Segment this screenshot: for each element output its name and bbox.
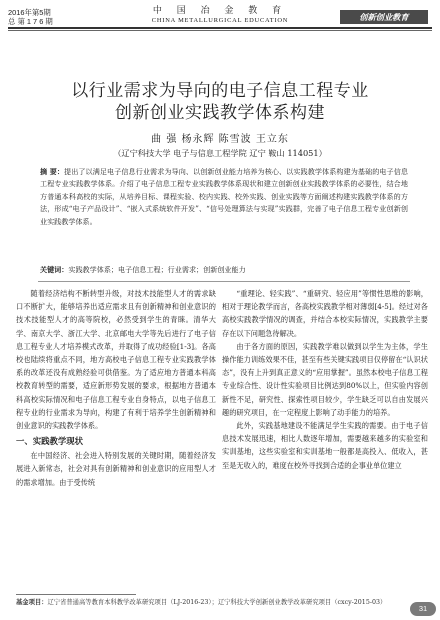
article-authors: 曲 强 杨永辉 陈雪波 王立东 <box>151 134 289 145</box>
keywords-text: 实践教学体系；电子信息工程；行业需求；创新创业能力 <box>68 265 246 274</box>
article-title-line2: 创新创业实践教学体系构建 <box>115 103 325 123</box>
header-rule <box>8 27 432 29</box>
section-heading: 一、实践教学现状 <box>16 436 83 447</box>
footnote-rule <box>16 594 136 595</box>
article-title-line1: 以行业需求为导向的电子信息工程专业 <box>71 81 369 101</box>
body-paragraph: 在中国经济、社会进入特别发展的关键时期，随着经济发展进入新常态，社会对具有创新精神和创业意识的应用型人才的需求增加。由于受传统 <box>16 451 216 487</box>
journal-name-en: CHINA METALLURGICAL EDUCATION <box>151 17 289 24</box>
body-column-left <box>16 287 216 489</box>
abstract-text: 提出了以满足电子信息行业需求为导向、以创新创业能力培养为核心、以实践教学体系构建为基础的电子信息工程专业实践教学体系。介绍了电子信息工程专业实践教学体系现状和建立创新创业实践教学体系的必要性，结合地方普通本科高校的实际，从培养目标、课程实验、校内实践、校外实践、创业实践等方面阐述构建实践教学体系的方法，形成“电子产品设计”、“嵌入式系统软件开发”、“信号处理算法与实现”实践群，完善了电子信息工程专业创新创业实践教学体系。 <box>40 167 408 226</box>
footnote <box>16 598 424 607</box>
abstract-separator <box>38 281 410 282</box>
body-paragraph: 随着经济结构不断转型升级，对技术技能型人才的需求缺口不断扩大，能够培养出适应需求且有创新精神和创业意识的技术技能型人才的高等院校，必然受到学生的青睐。清华大学、南京大学、浙江大学、北京邮电大学等先后进行了电子信息工程专业人才培养模式改革，并取得了成功经验[1-3]。各高校也陆续将重点不同，地方高校电子信息工程专业实践教学体系的改革还没有成熟经验可供借鉴。为了适应地方普通本科高校教育转型的需要，适应新形势发展的要求，根据地方普通本科高校实际情况和电子信息工程专业自身特点，以电子信息工程专业的行业需求为导向，构建了有利于培养学生创新精神和创业意识的实践教学体系。 <box>16 289 216 431</box>
footnote-label: 基金项目： <box>16 599 48 606</box>
body-paragraph: 此外，实践基地建设不能满足学生实践的需要。由于电子信息技术发展迅速，相比人数逐年增加，需要越来越多的实验室和实训基地，这些实验室和实训基地一般都是高投入、低收入，甚至是无收入的，难度在校外寻找到合适的企事业单位建立 <box>222 421 428 470</box>
body-column-right <box>222 287 428 472</box>
issue-number: 2016年第5期 <box>8 8 51 17</box>
page-number: 31 <box>410 602 436 616</box>
abstract-label: 摘 要： <box>40 167 65 176</box>
keywords-label: 关键词： <box>40 265 69 274</box>
journal-name <box>130 6 310 25</box>
body-paragraph: “重理论、轻实践”、“重研究、轻应用”等惯性思维的影响，相对于理论教学而言，各高校实践教学相对薄弱[4-5]。经过对各高校实践教学情况的调查，并结合本校实际情况，实践教学主要存在以下问题急待解决。 <box>222 289 428 338</box>
article-affiliation: （辽宁科技大学 电子与信息工程学院 辽宁 鞍山 114051） <box>113 148 327 158</box>
journal-name-cn: 中 国 冶 金 教 育 <box>152 6 288 16</box>
keywords <box>40 264 408 275</box>
header-rule-thin <box>8 30 432 31</box>
issue-info <box>8 8 53 26</box>
section-badge: 创新创业教育 <box>340 10 428 24</box>
abstract <box>40 166 408 228</box>
body-paragraph: 由于各方面的原因，实践教学难以做到以学生为主体，学生操作能力训练效果不佳，甚至有些关键实践项目仅停留在“认识状态”，没有上升到真正意义的“应用掌握”。虽然本校电子信息工程专业综合性、设计性实验项目比例达到80%以上，但实验内容创新性不足，研究性、探索性项目较少，学生缺乏可以自由发展兴趣的研究项目，在一定程度上影响了动手能力的培养。 <box>222 341 428 417</box>
serial-number: 总 第 1 7 6 期 <box>8 17 53 26</box>
footnote-text: 辽宁省普通高等教育本科教学改革研究项目（LJ-2016-23）；辽宁科技大学创新创业教学改革研究项目（cxcy-2015-03） <box>47 599 387 606</box>
